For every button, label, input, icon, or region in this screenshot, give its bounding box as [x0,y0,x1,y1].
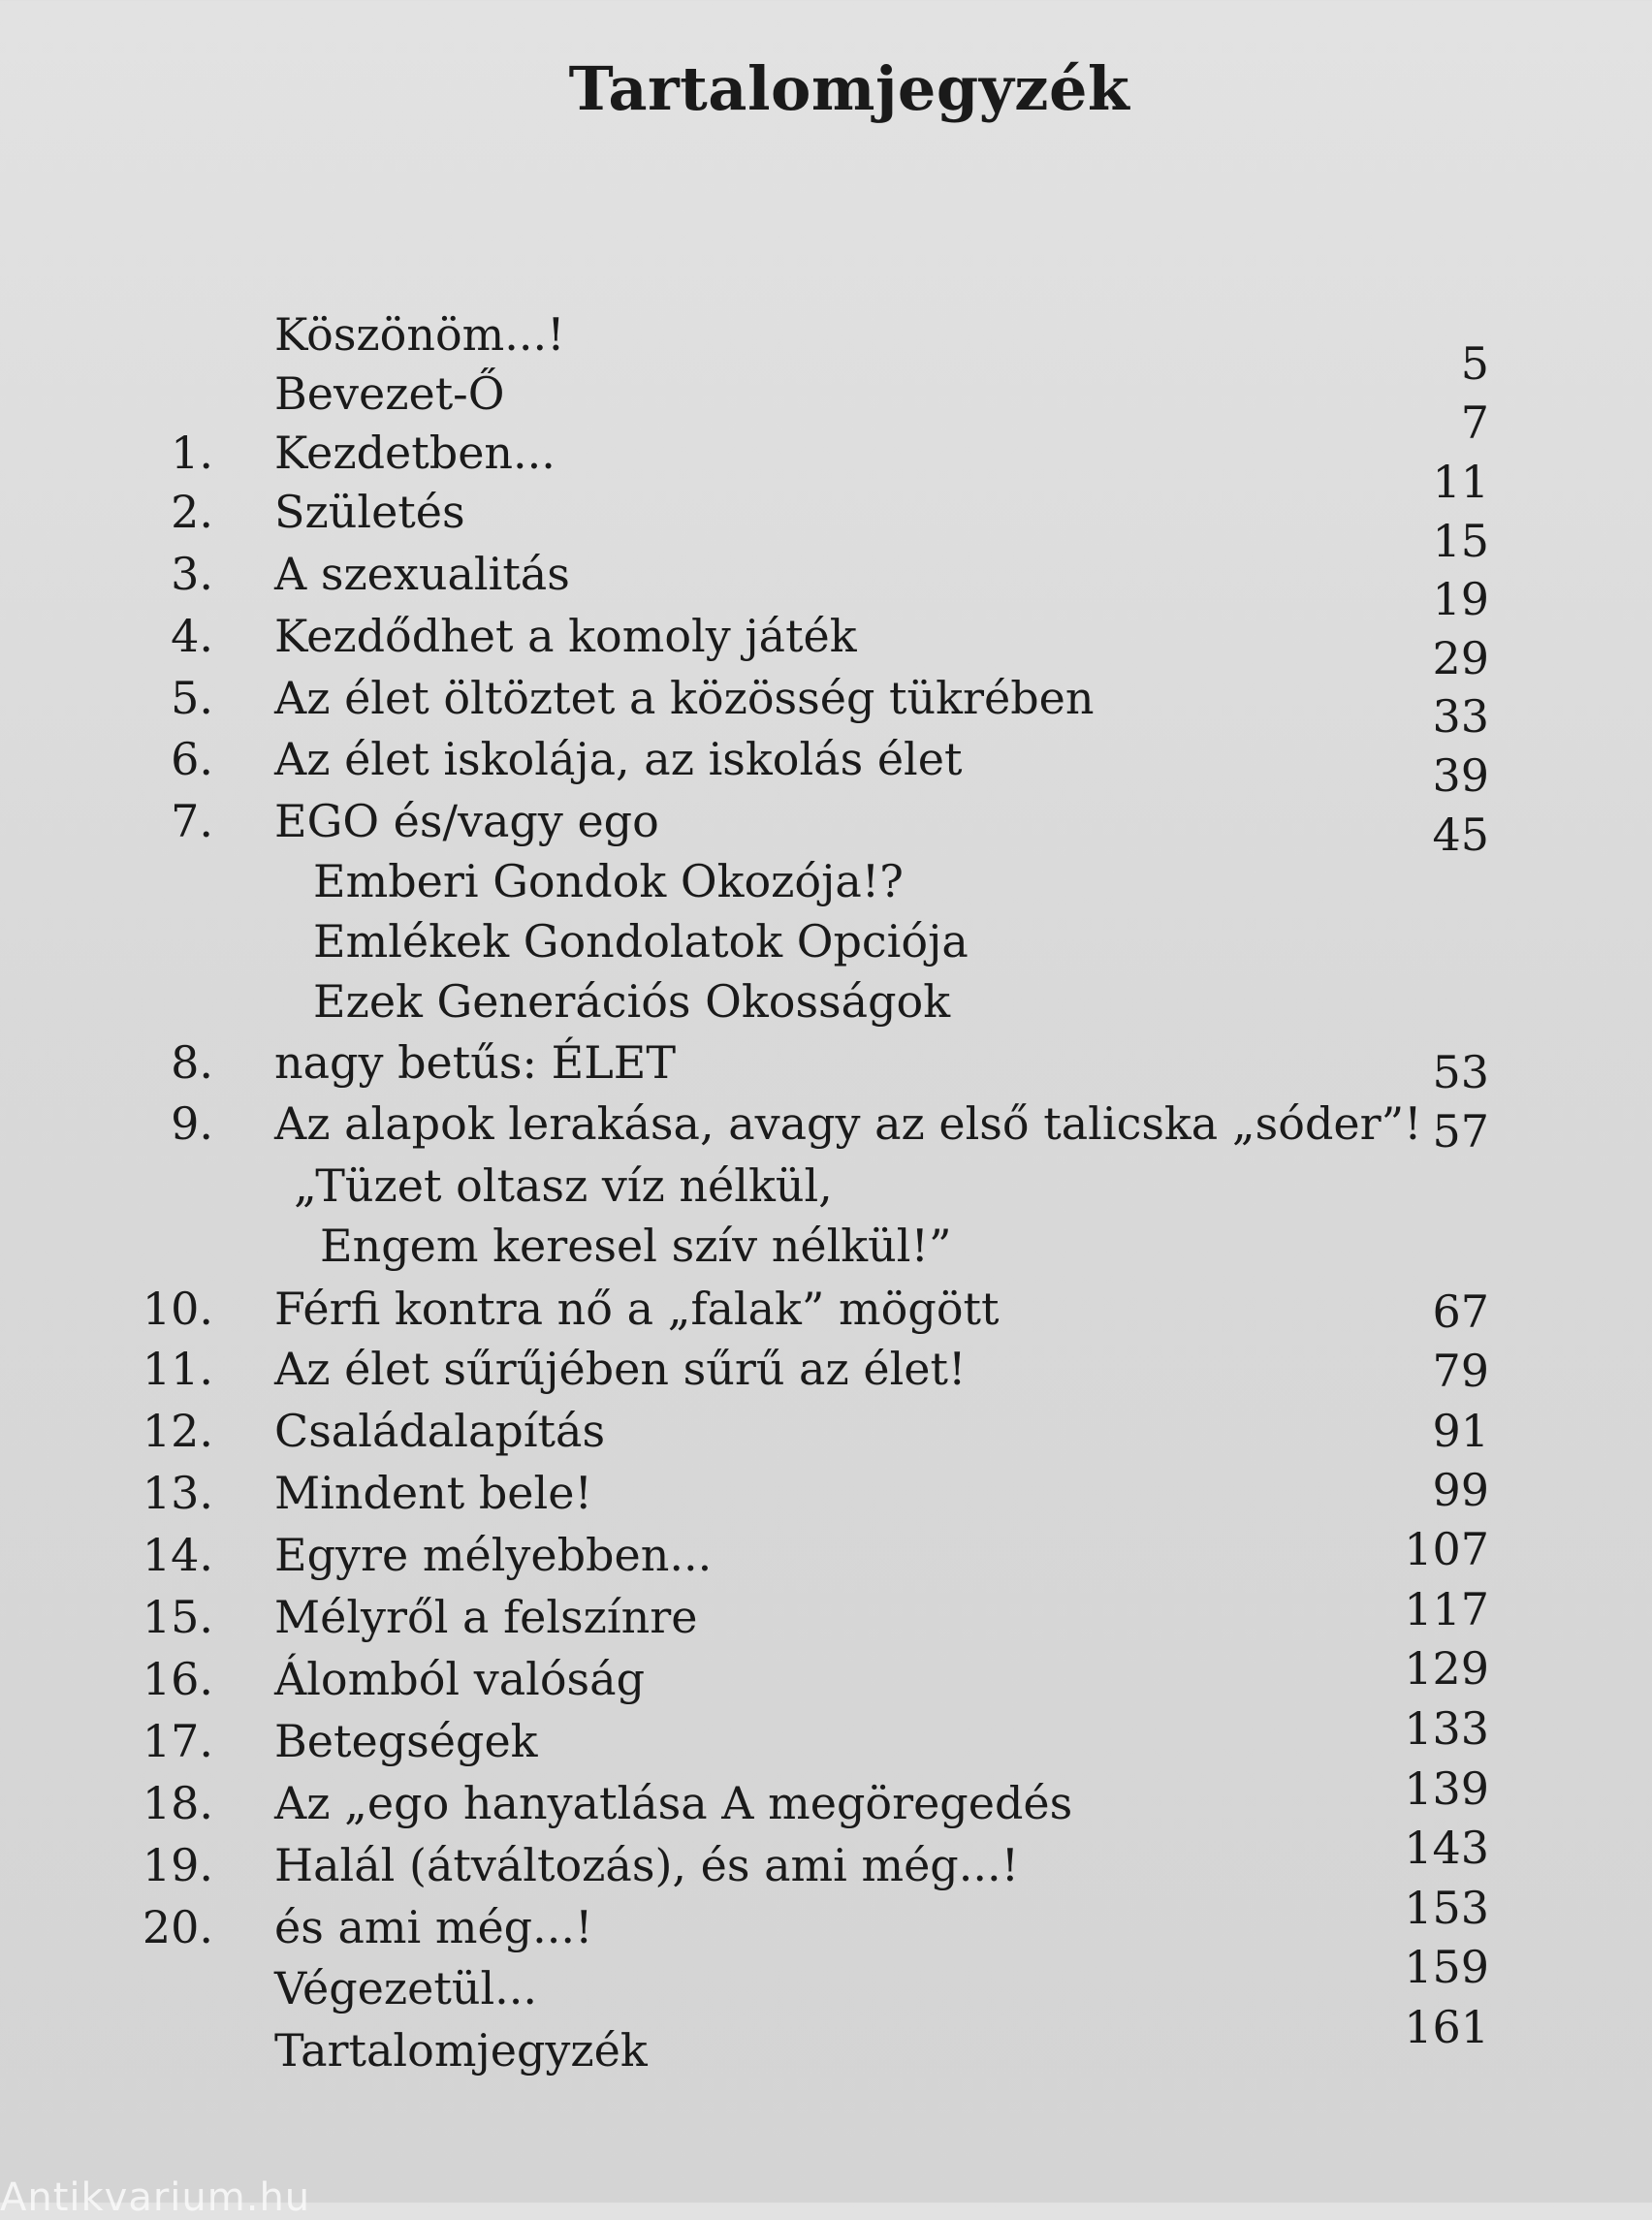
toc-entry-page: 11 [1432,456,1489,508]
toc-entry-label: és ami még...! [274,1901,593,1953]
toc-entry-label: Álomból valóság [274,1653,646,1705]
ego-acronym-line: Emlékek Gondolatok Opciója [313,915,969,967]
toc-entry-label: Mindent bele! [274,1467,592,1519]
toc-entry-page: 29 [1432,632,1489,684]
toc-entry-label: Mélyről a felszínre [274,1591,698,1643]
toc-entry-number: 5. [171,672,213,724]
toc-entry-label: Születés [274,486,465,538]
toc-entry-label: nagy betűs: ÉLET [274,1036,676,1089]
toc-entry-page: 57 [1432,1105,1489,1158]
toc-entry-number: 8. [171,1036,213,1089]
toc-entry-page: 7 [1460,396,1489,449]
toc-entry-page: 5 [1460,337,1489,390]
toc-entry-page: 159 [1404,1941,1489,1993]
toc-entry-page: 91 [1432,1405,1489,1457]
toc-entry-label: A szexualitás [274,548,570,600]
ego-acronym-line: Emberi Gondok Okozója!? [313,855,904,907]
toc-entry-page: 19 [1432,573,1489,625]
toc-entry-label: EGO és/vagy ego [274,795,659,847]
toc-entry-number: 7. [171,795,213,847]
toc-entry-page: 33 [1432,690,1489,743]
toc-entry-page: 99 [1432,1464,1489,1516]
toc-entry-page: 117 [1404,1583,1489,1635]
toc-entry-number: 19. [142,1839,213,1891]
toc-entry-number: 2. [171,486,213,538]
toc-entry-number: 6. [171,733,213,785]
toc-entry-page: 45 [1432,809,1489,861]
toc-entry-number: 12. [142,1405,213,1457]
toc-entry-page: 133 [1404,1702,1489,1755]
watermark: Antikvarium.hu [0,2175,311,2220]
toc-entry-number: 18. [142,1777,213,1829]
toc-entry-label: Az élet iskolája, az iskolás élet [274,733,963,785]
page-title: Tartalomjegyzék [568,53,1130,124]
toc-entry-page: 107 [1404,1523,1489,1575]
toc-entry-number: 14. [142,1529,213,1581]
toc-entry-label: Családalapítás [274,1405,606,1457]
toc-entry-number: 10. [142,1283,213,1335]
toc-entry-page: 15 [1432,515,1489,567]
toc-entry-label: Köszönöm...! [274,308,565,361]
toc-entry-label: Az élet sűrűjében sűrű az élet! [274,1343,967,1395]
toc-entry-label: Betegségek [274,1715,538,1767]
toc-entry-label: Az élet öltöztet a közösség tükrében [274,672,1095,724]
toc-entry-number: 15. [142,1591,213,1643]
toc-entry-number: 20. [142,1901,213,1953]
quote-line: Engem keresel szív nélkül!” [320,1220,952,1272]
toc-entry-number: 3. [171,548,213,600]
toc-entry-label: Kezdődhet a komoly játék [274,610,857,662]
toc-entry-page: 67 [1432,1285,1489,1338]
toc-entry-number: 9. [171,1097,213,1150]
toc-entry-page: 39 [1432,749,1489,802]
toc-entry-label: Kezdetben... [274,427,556,479]
toc-entry-label: Az alapok lerakása, avagy az első talicska „sóder”! [274,1097,1422,1150]
toc-entry-label: Férfi kontra nő a „falak” mögött [274,1283,1000,1335]
toc-entry-label: Az „ego hanyatlása A megöregedés [274,1777,1073,1829]
toc-entry-page: 139 [1404,1762,1489,1815]
quote-line: „Tüzet oltasz víz nélkül, [294,1159,833,1212]
toc-entry-label: Egyre mélyebben... [274,1529,713,1581]
toc-entry-number: 16. [142,1653,213,1705]
toc-entry-page: 129 [1404,1642,1489,1695]
toc-entry-page: 161 [1404,2001,1489,2053]
toc-entry-label: Halál (átváltozás), és ami még...! [274,1839,1020,1891]
toc-entry-label: Bevezet-Ő [274,367,505,420]
toc-entry-number: 13. [142,1467,213,1519]
toc-entry-page: 79 [1432,1345,1489,1397]
toc-entry-label: Végezetül... [274,1962,538,2014]
toc-entry-number: 11. [142,1343,213,1395]
ego-acronym-line: Ezek Generációs Okosságok [313,975,951,1028]
toc-entry-number: 1. [171,427,213,479]
toc-entry-page: 153 [1404,1882,1489,1934]
toc-entry-number: 17. [142,1715,213,1767]
toc-entry-page: 143 [1404,1822,1489,1874]
toc-entry-page: 53 [1432,1046,1489,1098]
toc-entry-number: 4. [171,610,213,662]
toc-entry-label: Tartalomjegyzék [274,2024,648,2077]
